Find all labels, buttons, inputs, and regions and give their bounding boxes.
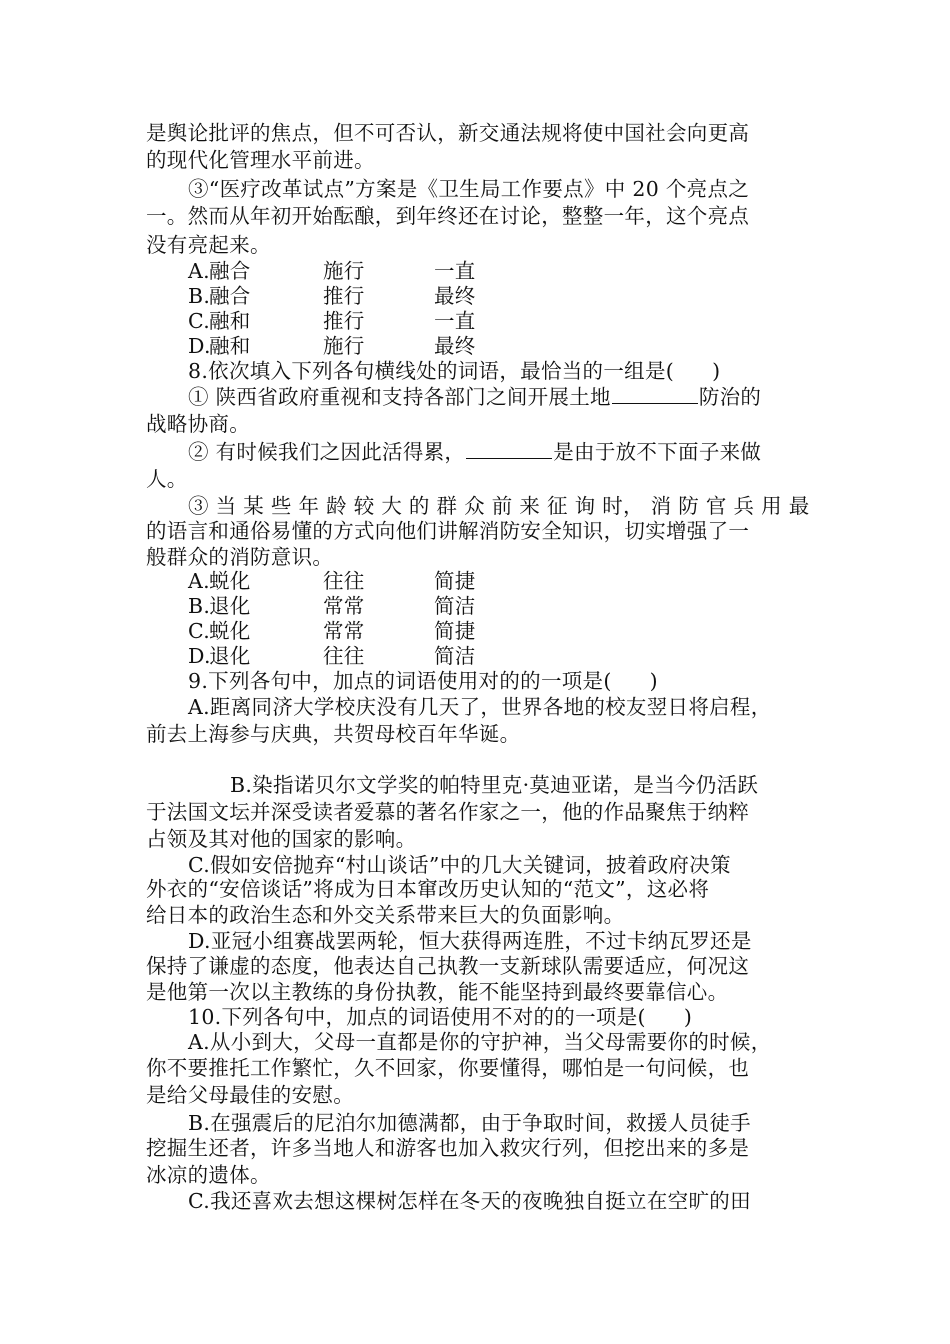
- text-line: 的现代化管理水平前进。: [146, 148, 375, 172]
- option-word: 施行: [323, 259, 365, 283]
- question-text: 10.下列各句中，加点的词语使用不对的的一项是(: [188, 1005, 646, 1029]
- text-line: 是舆论批评的焦点，但不可否认，新交通法规将使中国社会向更高: [146, 121, 750, 145]
- text-segment: 是由于放不下面子来做: [553, 440, 762, 464]
- question-9-stem: [188, 668, 658, 694]
- option-word: 融合: [209, 259, 251, 283]
- option-letter: D.: [188, 644, 211, 668]
- answer-paren: ): [649, 669, 658, 693]
- text-line: A.从小到大，父母一直都是你的守护神，当父母需要你的时候，: [188, 1030, 772, 1054]
- text-segment: ① 陕西省政府重视和支持各部门之间开展土地: [188, 385, 611, 409]
- option-word: 蜕化: [209, 619, 251, 643]
- answer-paren: ): [712, 359, 721, 383]
- fill-blank: [612, 385, 698, 404]
- option-word: 常常: [323, 594, 365, 618]
- text-line: 冰凉的遗体。: [146, 1163, 271, 1187]
- option-letter: A.: [188, 259, 210, 283]
- option-word: 常常: [323, 619, 365, 643]
- option-letter: C.: [188, 619, 211, 643]
- option-word: 简捷: [434, 569, 476, 593]
- text-line: 给日本的政治生态和外交关系带来巨大的负面影响。: [146, 903, 625, 927]
- option-word: 简洁: [434, 594, 476, 618]
- option-word: 往往: [323, 644, 365, 668]
- question-8-stem: [188, 358, 720, 384]
- option-word: 施行: [323, 334, 365, 358]
- text-line: 前去上海参与庆典，共贺母校百年华诞。: [146, 722, 521, 746]
- text-line: 没有亮起来。: [146, 233, 271, 257]
- text-line: 人。: [146, 467, 188, 491]
- option-letter: C.: [188, 309, 211, 333]
- option-word: 推行: [323, 284, 365, 308]
- option-word: 退化: [209, 594, 251, 618]
- option-word: 蜕化: [209, 569, 251, 593]
- text-line: 是给父母最佳的安慰。: [146, 1083, 354, 1107]
- option-word: 一直: [434, 259, 476, 283]
- text-line: A.距离同济大学校庆没有几天了，世界各地的校友翌日将启程，: [188, 695, 772, 719]
- text-line: 挖掘生还者，许多当地人和游客也加入救灾行列，但挖出来的多是: [146, 1136, 750, 1160]
- option-letter: B.: [188, 594, 211, 618]
- option-word: 简捷: [434, 619, 476, 643]
- text-line: 于法国文坛并深受读者爱慕的著名作家之一，他的作品聚焦于纳粹: [146, 800, 750, 824]
- text-line: 般群众的消防意识。: [146, 545, 334, 569]
- option-letter: A.: [188, 569, 210, 593]
- text-line: 保持了谦虚的态度，他表达自己执教一支新球队需要适应，何况这: [146, 954, 750, 978]
- option-letter: B.: [188, 284, 211, 308]
- text-line: 是他第一次以主教练的身份执教，能不能坚持到最终要靠信心。: [146, 980, 729, 1004]
- fill-blank: [466, 440, 552, 459]
- text-line: 战略协商。: [146, 412, 250, 436]
- option-word: 融合: [209, 284, 251, 308]
- text-line: [188, 384, 761, 410]
- text-line: D.亚冠小组赛战罢两轮，恒大获得两连胜，不过卡纳瓦罗还是: [188, 929, 752, 953]
- option-word: 最终: [434, 284, 476, 308]
- text-line: C.我还喜欢去想这棵树怎样在冬天的夜晚独自挺立在空旷的田: [188, 1189, 751, 1213]
- text-line: 你不要推托工作繁忙，久不回家，你要懂得，哪怕是一句问候，也: [146, 1056, 750, 1080]
- text-line: B.染指诺贝尔文学奖的帕特里克·莫迪亚诺，是当今仍活跃: [230, 773, 759, 797]
- text-line: B.在强震后的尼泊尔加德满都，由于争取时间，救援人员徒手: [188, 1111, 751, 1135]
- option-word: 一直: [434, 309, 476, 333]
- option-letter: D.: [188, 334, 211, 358]
- text-line: 的语言和通俗易懂的方式向他们讲解消防安全知识，切实增强了一: [146, 519, 750, 543]
- option-word: 融和: [209, 309, 251, 333]
- text-line: ③ 当 某 些 年 龄 较 大 的 群 众 前 来 征 询 时， 消 防 官 兵 用 最: [188, 494, 810, 518]
- text-line: 一。然而从年初开始酝酿，到年终还在讨论，整整一年，这个亮点: [146, 204, 750, 228]
- text-line: 占领及其对他的国家的影响。: [146, 827, 417, 851]
- option-word: 简洁: [434, 644, 476, 668]
- option-word: 最终: [434, 334, 476, 358]
- answer-paren: ): [683, 1005, 693, 1029]
- text-segment: ② 有时候我们之因此活得累，: [188, 440, 466, 464]
- question-text: 9.下列各句中，加点的词语使用对的的一项是(: [188, 669, 612, 693]
- option-word: 融和: [209, 334, 251, 358]
- text-line: [188, 439, 761, 465]
- text-line: C.假如安倍抛弃“村山谈话”中的几大关键词，披着政府决策: [188, 853, 731, 877]
- text-line: ③“医疗改革试点”方案是《卫生局工作要点》中 20 个亮点之: [188, 177, 750, 201]
- option-word: 退化: [209, 644, 251, 668]
- text-line: 外衣的“安倍谈话”将成为日本窜改历史认知的“范文”，这必将: [146, 877, 710, 901]
- text-segment: 防治的: [698, 385, 762, 409]
- question-10-stem: [188, 1004, 692, 1030]
- option-word: 推行: [323, 309, 365, 333]
- option-word: 往往: [323, 569, 365, 593]
- question-text: 8.依次填入下列各句横线处的词语，最恰当的一组是(: [188, 359, 675, 383]
